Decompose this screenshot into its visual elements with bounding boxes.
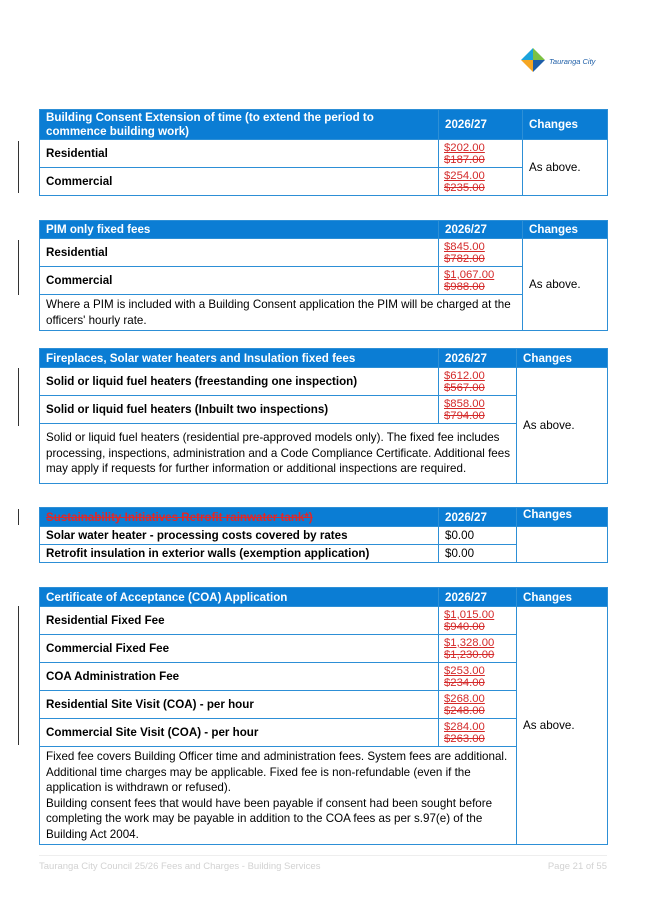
- table-header-changes: Changes: [517, 508, 608, 527]
- table-header-title: [40, 508, 439, 527]
- row-label: Residential: [40, 140, 439, 168]
- changes-cell: As above.: [517, 607, 608, 845]
- fees-table-sustainability: [39, 507, 608, 563]
- price-cell: [439, 368, 517, 396]
- fees-table-extension-of-time: [39, 109, 608, 196]
- table-note: Where a PIM is included with a Building Consent application the PIM will be charged at the officers' hourly rate.: [40, 295, 523, 331]
- logo: [519, 46, 607, 78]
- price-cell: [439, 239, 523, 267]
- footer-title: Tauranga City Council 25/26 Fees and Charges - Building Services: [39, 861, 321, 872]
- old-price: $782.00: [444, 252, 485, 265]
- footer-page-number: Page 21 of 55: [547, 861, 607, 872]
- price-cell: [439, 168, 523, 196]
- new-price: $253.00: [444, 664, 485, 677]
- new-price: $845.00: [444, 240, 485, 253]
- row-label: Solar water heater - processing costs covered by rates: [40, 527, 439, 545]
- price-cell: [439, 691, 517, 719]
- new-price: $612.00: [444, 369, 485, 382]
- change-bar: [18, 141, 19, 193]
- old-price: $235.00: [444, 181, 485, 194]
- old-price: $794.00: [444, 409, 485, 422]
- value-cell: $0.00: [439, 527, 517, 545]
- price-cell: [439, 719, 517, 747]
- price-cell: [439, 607, 517, 635]
- new-price: $202.00: [444, 141, 485, 154]
- table-note: Solid or liquid fuel heaters (residential pre-approved models only). The fixed fee includes processing, inspections, administration and a Code Compliance Certificate. Additional fees may apply if requests for further information or additional inspections are required.: [40, 424, 517, 484]
- new-price: $1,328.00: [444, 636, 495, 649]
- footer-divider: [39, 855, 607, 856]
- logo-mark-icon: [519, 46, 549, 76]
- table-header-title: Certificate of Acceptance (COA) Application: [40, 588, 439, 607]
- changes-cell: As above.: [523, 239, 608, 331]
- changes-cell: [517, 527, 608, 563]
- old-price: $567.00: [444, 381, 485, 394]
- table-header-year: 2026/27: [439, 588, 517, 607]
- table-header-title: PIM only fixed fees: [40, 221, 439, 239]
- table-header-changes: Changes: [517, 349, 608, 368]
- changes-cell: As above.: [517, 368, 608, 484]
- new-price: $268.00: [444, 692, 485, 705]
- row-label: Solid or liquid fuel heaters (Inbuilt two inspections): [40, 396, 439, 424]
- old-price: $263.00: [444, 732, 485, 745]
- table-header-year: 2026/27: [439, 221, 523, 239]
- table-header-year: 2026/27: [439, 349, 517, 368]
- change-bar: [18, 606, 19, 745]
- old-price: $248.00: [444, 704, 485, 717]
- change-bar: [18, 368, 19, 426]
- price-cell: [439, 635, 517, 663]
- row-label: Residential Fixed Fee: [40, 607, 439, 635]
- price-cell: [439, 267, 523, 295]
- table-header-year: 2026/27: [439, 110, 523, 140]
- new-price: $254.00: [444, 169, 485, 182]
- row-label: Commercial: [40, 168, 439, 196]
- fees-table-pim: [39, 220, 608, 331]
- note-paragraph: Fixed fee covers Building Officer time and administration fees. System fees are additional. Additional time charges may be applicable. Fixed fee is non-refundable (even if the application is withdrawn or refused).: [46, 750, 508, 794]
- old-price: $940.00: [444, 620, 485, 633]
- table-header-title: Fireplaces, Solar water heaters and Insulation fixed fees: [40, 349, 439, 368]
- row-label: Residential Site Visit (COA) - per hour: [40, 691, 439, 719]
- row-label: Residential: [40, 239, 439, 267]
- row-label: COA Administration Fee: [40, 663, 439, 691]
- row-label: Retrofit insulation in exterior walls (exemption application): [40, 545, 439, 563]
- price-cell: [439, 663, 517, 691]
- price-cell: [439, 140, 523, 168]
- row-label: Solid or liquid fuel heaters (freestanding one inspection): [40, 368, 439, 396]
- old-price: $1,230.00: [444, 648, 495, 661]
- changes-cell: As above.: [523, 140, 608, 196]
- old-price: $234.00: [444, 676, 485, 689]
- new-price: $858.00: [444, 397, 485, 410]
- struck-title: Sustainability Initiatives Retrofit rainwater tank*): [46, 510, 313, 524]
- row-label: Commercial Site Visit (COA) - per hour: [40, 719, 439, 747]
- old-price: $187.00: [444, 153, 485, 166]
- row-label: Commercial Fixed Fee: [40, 635, 439, 663]
- logo-text: Tauranga City: [549, 57, 596, 66]
- fees-table-fireplaces: [39, 348, 608, 484]
- change-bar: [18, 240, 19, 295]
- table-header-changes: Changes: [523, 221, 608, 239]
- price-cell: [439, 396, 517, 424]
- note-paragraph: Building consent fees that would have been payable if consent had been sought before completing the work may be payable in addition to the COA fees as per s.97(e) of the Building Act 2004.: [46, 796, 493, 841]
- row-label: Commercial: [40, 267, 439, 295]
- change-bar: [18, 509, 19, 525]
- table-header-year: 2026/27: [439, 508, 517, 527]
- value-cell: $0.00: [439, 545, 517, 563]
- new-price: $284.00: [444, 720, 485, 733]
- table-note: [40, 747, 517, 845]
- new-price: $1,015.00: [444, 608, 495, 621]
- table-header-changes: Changes: [523, 110, 608, 140]
- new-price: $1,067.00: [444, 268, 495, 281]
- old-price: $988.00: [444, 280, 485, 293]
- fees-table-coa: [39, 587, 608, 845]
- table-header-changes: Changes: [517, 588, 608, 607]
- table-header-title: Building Consent Extension of time (to extend the period to commence building work): [40, 110, 439, 140]
